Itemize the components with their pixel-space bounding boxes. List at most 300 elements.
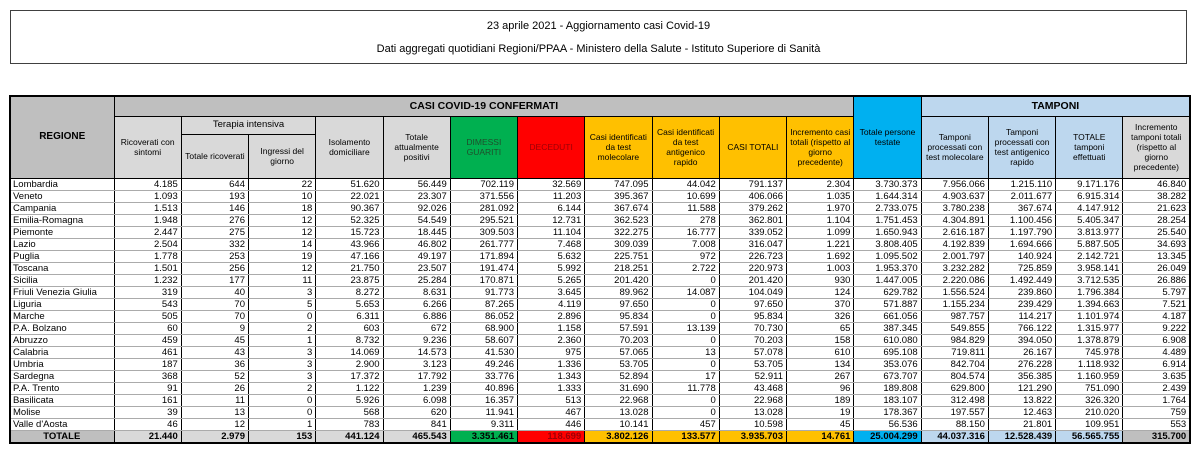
table-row xyxy=(10,406,1190,418)
value-cell-terapia_totale_ricoverati: 644 xyxy=(181,178,248,190)
total-row xyxy=(10,430,1190,443)
value-cell-incremento_tamponi_totali: 1.764 xyxy=(1123,394,1190,406)
value-cell-tamponi_test_molecolare: 629.800 xyxy=(921,382,988,394)
table-row xyxy=(10,418,1190,430)
value-cell-isolamento_domiciliare: 21.750 xyxy=(316,262,383,274)
value-cell-ricoverati_con_sintomi: 161 xyxy=(114,394,181,406)
region-label: Emilia-Romagna xyxy=(10,214,114,226)
value-cell-casi_test_molecolare: 22.968 xyxy=(585,394,652,406)
value-cell-incremento_casi_totali: 1.970 xyxy=(787,202,854,214)
value-cell-tamponi_test_antigenico: 12.528.439 xyxy=(988,430,1055,443)
value-cell-casi_test_antigenico: 16.777 xyxy=(652,226,719,238)
region-label: Veneto xyxy=(10,190,114,202)
value-cell-casi_test_molecolare: 322.275 xyxy=(585,226,652,238)
col-header-totale-attualmente-positivi: Totale attualmente positivi xyxy=(383,116,450,178)
value-cell-terapia_ingressi_del_giorno: 2 xyxy=(249,382,316,394)
value-cell-terapia_totale_ricoverati: 12 xyxy=(181,418,248,430)
value-cell-totale_persone_testate: 1.447.005 xyxy=(854,274,921,286)
value-cell-terapia_ingressi_del_giorno: 11 xyxy=(249,274,316,286)
value-cell-tamponi_test_molecolare: 984.829 xyxy=(921,334,988,346)
value-cell-terapia_totale_ricoverati: 13 xyxy=(181,406,248,418)
value-cell-deceduti: 2.896 xyxy=(518,310,585,322)
value-cell-casi_totali: 220.973 xyxy=(719,262,786,274)
value-cell-incremento_casi_totali: 134 xyxy=(787,358,854,370)
value-cell-dimessi_guariti: 702.119 xyxy=(450,178,517,190)
value-cell-totale_attualmente_positivi: 46.802 xyxy=(383,238,450,250)
value-cell-casi_totali: 201.420 xyxy=(719,274,786,286)
value-cell-incremento_casi_totali: 930 xyxy=(787,274,854,286)
table-row xyxy=(10,274,1190,286)
value-cell-terapia_totale_ricoverati: 9 xyxy=(181,322,248,334)
value-cell-totale_tamponi_effettuati: 3.712.535 xyxy=(1056,274,1123,286)
value-cell-casi_test_antigenico: 11.588 xyxy=(652,202,719,214)
region-label: Piemonte xyxy=(10,226,114,238)
value-cell-casi_test_molecolare: 747.095 xyxy=(585,178,652,190)
value-cell-ricoverati_con_sintomi: 1.093 xyxy=(114,190,181,202)
value-cell-totale_attualmente_positivi: 6.098 xyxy=(383,394,450,406)
col-header-tamponi-test-antigenico: Tamponi processati con test antigenico rapido xyxy=(988,116,1055,178)
value-cell-tamponi_test_antigenico: 239.860 xyxy=(988,286,1055,298)
table-row xyxy=(10,358,1190,370)
value-cell-totale_persone_testate: 1.751.453 xyxy=(854,214,921,226)
region-label: Toscana xyxy=(10,262,114,274)
table-row xyxy=(10,394,1190,406)
value-cell-casi_test_antigenico: 13 xyxy=(652,346,719,358)
value-cell-totale_tamponi_effettuati: 5.887.505 xyxy=(1056,238,1123,250)
value-cell-totale_persone_testate: 3.730.373 xyxy=(854,178,921,190)
value-cell-casi_test_molecolare: 52.894 xyxy=(585,370,652,382)
value-cell-incremento_tamponi_totali: 3.635 xyxy=(1123,370,1190,382)
value-cell-tamponi_test_molecolare: 88.150 xyxy=(921,418,988,430)
value-cell-casi_test_molecolare: 31.690 xyxy=(585,382,652,394)
value-cell-ricoverati_con_sintomi: 91 xyxy=(114,382,181,394)
value-cell-terapia_totale_ricoverati: 70 xyxy=(181,298,248,310)
value-cell-dimessi_guariti: 87.265 xyxy=(450,298,517,310)
value-cell-terapia_totale_ricoverati: 332 xyxy=(181,238,248,250)
value-cell-incremento_casi_totali: 1.099 xyxy=(787,226,854,238)
value-cell-casi_test_antigenico: 278 xyxy=(652,214,719,226)
table-row xyxy=(10,250,1190,262)
value-cell-totale_tamponi_effettuati: 2.142.721 xyxy=(1056,250,1123,262)
value-cell-terapia_totale_ricoverati: 177 xyxy=(181,274,248,286)
value-cell-terapia_ingressi_del_giorno: 3 xyxy=(249,370,316,382)
value-cell-incremento_tamponi_totali: 34.693 xyxy=(1123,238,1190,250)
value-cell-totale_persone_testate: 695.108 xyxy=(854,346,921,358)
value-cell-casi_totali: 226.723 xyxy=(719,250,786,262)
group-header-tamponi: TAMPONI xyxy=(921,96,1190,116)
value-cell-incremento_casi_totali: 158 xyxy=(787,334,854,346)
table-row xyxy=(10,370,1190,382)
value-cell-casi_totali: 379.262 xyxy=(719,202,786,214)
value-cell-terapia_totale_ricoverati: 11 xyxy=(181,394,248,406)
header-row xyxy=(10,96,1190,116)
value-cell-deceduti: 513 xyxy=(518,394,585,406)
value-cell-casi_test_antigenico: 13.139 xyxy=(652,322,719,334)
value-cell-isolamento_domiciliare: 441.124 xyxy=(316,430,383,443)
value-cell-totale_attualmente_positivi: 3.123 xyxy=(383,358,450,370)
value-cell-casi_test_molecolare: 367.674 xyxy=(585,202,652,214)
value-cell-totale_tamponi_effettuati: 4.147.912 xyxy=(1056,202,1123,214)
value-cell-incremento_casi_totali: 1.692 xyxy=(787,250,854,262)
value-cell-casi_test_antigenico: 2.722 xyxy=(652,262,719,274)
value-cell-totale_persone_testate: 353.076 xyxy=(854,358,921,370)
value-cell-casi_test_antigenico: 133.577 xyxy=(652,430,719,443)
value-cell-totale_persone_testate: 673.707 xyxy=(854,370,921,382)
value-cell-totale_tamponi_effettuati: 9.171.176 xyxy=(1056,178,1123,190)
value-cell-casi_test_molecolare: 10.141 xyxy=(585,418,652,430)
value-cell-casi_totali: 791.137 xyxy=(719,178,786,190)
value-cell-dimessi_guariti: 16.357 xyxy=(450,394,517,406)
value-cell-totale_tamponi_effettuati: 56.565.755 xyxy=(1056,430,1123,443)
col-header-casi-totali: CASI TOTALI xyxy=(719,116,786,178)
value-cell-incremento_tamponi_totali: 38.282 xyxy=(1123,190,1190,202)
value-cell-totale_persone_testate: 629.782 xyxy=(854,286,921,298)
value-cell-isolamento_domiciliare: 783 xyxy=(316,418,383,430)
region-label: P.A. Bolzano xyxy=(10,322,114,334)
value-cell-deceduti: 5.632 xyxy=(518,250,585,262)
value-cell-totale_attualmente_positivi: 841 xyxy=(383,418,450,430)
table-row xyxy=(10,214,1190,226)
col-header-tamponi-test-molecolare: Tamponi processati con test molecolare xyxy=(921,116,988,178)
value-cell-deceduti: 6.144 xyxy=(518,202,585,214)
value-cell-totale_attualmente_positivi: 23.307 xyxy=(383,190,450,202)
value-cell-ricoverati_con_sintomi: 459 xyxy=(114,334,181,346)
value-cell-isolamento_domiciliare: 5.926 xyxy=(316,394,383,406)
value-cell-isolamento_domiciliare: 43.966 xyxy=(316,238,383,250)
value-cell-terapia_totale_ricoverati: 26 xyxy=(181,382,248,394)
value-cell-casi_test_antigenico: 0 xyxy=(652,298,719,310)
value-cell-incremento_tamponi_totali: 28.254 xyxy=(1123,214,1190,226)
region-label: Sicilia xyxy=(10,274,114,286)
value-cell-dimessi_guariti: 9.311 xyxy=(450,418,517,430)
value-cell-casi_totali: 104.049 xyxy=(719,286,786,298)
value-cell-incremento_tamponi_totali: 6.908 xyxy=(1123,334,1190,346)
value-cell-terapia_ingressi_del_giorno: 10 xyxy=(249,190,316,202)
value-cell-isolamento_domiciliare: 1.122 xyxy=(316,382,383,394)
value-cell-ricoverati_con_sintomi: 1.948 xyxy=(114,214,181,226)
value-cell-casi_totali: 362.801 xyxy=(719,214,786,226)
value-cell-terapia_ingressi_del_giorno: 0 xyxy=(249,406,316,418)
value-cell-totale_attualmente_positivi: 6.266 xyxy=(383,298,450,310)
value-cell-ricoverati_con_sintomi: 60 xyxy=(114,322,181,334)
value-cell-totale_attualmente_positivi: 14.573 xyxy=(383,346,450,358)
value-cell-casi_test_molecolare: 95.834 xyxy=(585,310,652,322)
value-cell-totale_tamponi_effettuati: 326.320 xyxy=(1056,394,1123,406)
value-cell-dimessi_guariti: 49.246 xyxy=(450,358,517,370)
value-cell-tamponi_test_molecolare: 2.001.797 xyxy=(921,250,988,262)
region-label: Marche xyxy=(10,310,114,322)
value-cell-isolamento_domiciliare: 5.653 xyxy=(316,298,383,310)
value-cell-isolamento_domiciliare: 47.166 xyxy=(316,250,383,262)
value-cell-deceduti: 11.203 xyxy=(518,190,585,202)
value-cell-incremento_tamponi_totali: 7.521 xyxy=(1123,298,1190,310)
value-cell-casi_test_molecolare: 57.065 xyxy=(585,346,652,358)
table-row xyxy=(10,334,1190,346)
value-cell-terapia_ingressi_del_giorno: 18 xyxy=(249,202,316,214)
value-cell-terapia_ingressi_del_giorno: 153 xyxy=(249,430,316,443)
value-cell-casi_test_antigenico: 0 xyxy=(652,274,719,286)
value-cell-casi_test_antigenico: 7.008 xyxy=(652,238,719,250)
value-cell-tamponi_test_antigenico: 121.290 xyxy=(988,382,1055,394)
value-cell-tamponi_test_molecolare: 3.780.238 xyxy=(921,202,988,214)
value-cell-totale_persone_testate: 3.808.405 xyxy=(854,238,921,250)
value-cell-terapia_ingressi_del_giorno: 5 xyxy=(249,298,316,310)
region-label: P.A. Trento xyxy=(10,382,114,394)
value-cell-dimessi_guariti: 86.052 xyxy=(450,310,517,322)
value-cell-casi_totali: 10.598 xyxy=(719,418,786,430)
value-cell-incremento_casi_totali: 1.003 xyxy=(787,262,854,274)
value-cell-casi_test_molecolare: 218.251 xyxy=(585,262,652,274)
col-header-isolamento-domiciliare: Isolamento domiciliare xyxy=(316,116,383,178)
value-cell-totale_attualmente_positivi: 672 xyxy=(383,322,450,334)
value-cell-deceduti: 1.336 xyxy=(518,358,585,370)
value-cell-terapia_totale_ricoverati: 193 xyxy=(181,190,248,202)
value-cell-totale_attualmente_positivi: 25.284 xyxy=(383,274,450,286)
value-cell-totale_attualmente_positivi: 8.631 xyxy=(383,286,450,298)
table-row xyxy=(10,346,1190,358)
value-cell-terapia_totale_ricoverati: 45 xyxy=(181,334,248,346)
value-cell-totale_persone_testate: 1.095.502 xyxy=(854,250,921,262)
value-cell-casi_test_antigenico: 44.042 xyxy=(652,178,719,190)
value-cell-tamponi_test_molecolare: 549.855 xyxy=(921,322,988,334)
value-cell-casi_test_molecolare: 89.962 xyxy=(585,286,652,298)
value-cell-incremento_casi_totali: 14.761 xyxy=(787,430,854,443)
value-cell-tamponi_test_antigenico: 26.167 xyxy=(988,346,1055,358)
col-header-totale-tamponi-effettuati: TOTALE tamponi effettuati xyxy=(1056,116,1123,178)
value-cell-totale_attualmente_positivi: 620 xyxy=(383,406,450,418)
value-cell-totale_tamponi_effettuati: 6.915.314 xyxy=(1056,190,1123,202)
value-cell-dimessi_guariti: 309.503 xyxy=(450,226,517,238)
col-header-terapia-totale-ricoverati: Totale ricoverati xyxy=(181,134,248,178)
value-cell-dimessi_guariti: 170.871 xyxy=(450,274,517,286)
value-cell-casi_test_molecolare: 97.650 xyxy=(585,298,652,310)
value-cell-isolamento_domiciliare: 568 xyxy=(316,406,383,418)
value-cell-dimessi_guariti: 171.894 xyxy=(450,250,517,262)
region-label: Calabria xyxy=(10,346,114,358)
value-cell-ricoverati_con_sintomi: 39 xyxy=(114,406,181,418)
value-cell-incremento_tamponi_totali: 6.914 xyxy=(1123,358,1190,370)
group-header-terapia-intensiva: Terapia intensiva xyxy=(181,116,316,134)
value-cell-totale_persone_testate: 571.887 xyxy=(854,298,921,310)
value-cell-terapia_ingressi_del_giorno: 0 xyxy=(249,394,316,406)
region-label: Puglia xyxy=(10,250,114,262)
value-cell-ricoverati_con_sintomi: 21.440 xyxy=(114,430,181,443)
value-cell-casi_totali: 52.911 xyxy=(719,370,786,382)
value-cell-totale_tamponi_effettuati: 1.118.932 xyxy=(1056,358,1123,370)
value-cell-ricoverati_con_sintomi: 1.513 xyxy=(114,202,181,214)
value-cell-ricoverati_con_sintomi: 368 xyxy=(114,370,181,382)
value-cell-casi_totali: 70.203 xyxy=(719,334,786,346)
value-cell-tamponi_test_antigenico: 356.385 xyxy=(988,370,1055,382)
value-cell-incremento_tamponi_totali: 553 xyxy=(1123,418,1190,430)
value-cell-casi_totali: 70.730 xyxy=(719,322,786,334)
value-cell-tamponi_test_antigenico: 1.215.110 xyxy=(988,178,1055,190)
value-cell-isolamento_domiciliare: 8.732 xyxy=(316,334,383,346)
value-cell-deceduti: 2.360 xyxy=(518,334,585,346)
value-cell-casi_totali: 406.066 xyxy=(719,190,786,202)
group-header-casi-confermati: CASI COVID-19 CONFERMATI xyxy=(114,96,854,116)
value-cell-isolamento_domiciliare: 23.875 xyxy=(316,274,383,286)
table-row xyxy=(10,178,1190,190)
table-row xyxy=(10,382,1190,394)
value-cell-ricoverati_con_sintomi: 4.185 xyxy=(114,178,181,190)
table-row xyxy=(10,286,1190,298)
value-cell-totale_attualmente_positivi: 465.543 xyxy=(383,430,450,443)
value-cell-tamponi_test_antigenico: 21.801 xyxy=(988,418,1055,430)
value-cell-dimessi_guariti: 11.941 xyxy=(450,406,517,418)
value-cell-isolamento_domiciliare: 603 xyxy=(316,322,383,334)
table-row xyxy=(10,322,1190,334)
value-cell-isolamento_domiciliare: 6.311 xyxy=(316,310,383,322)
value-cell-incremento_tamponi_totali: 46.840 xyxy=(1123,178,1190,190)
value-cell-tamponi_test_antigenico: 766.122 xyxy=(988,322,1055,334)
value-cell-ricoverati_con_sintomi: 1.778 xyxy=(114,250,181,262)
value-cell-tamponi_test_antigenico: 13.822 xyxy=(988,394,1055,406)
value-cell-incremento_casi_totali: 96 xyxy=(787,382,854,394)
value-cell-casi_test_antigenico: 0 xyxy=(652,334,719,346)
covid-table-head xyxy=(10,96,1190,178)
value-cell-casi_test_molecolare: 225.751 xyxy=(585,250,652,262)
value-cell-incremento_tamponi_totali: 25.540 xyxy=(1123,226,1190,238)
value-cell-deceduti: 5.265 xyxy=(518,274,585,286)
value-cell-isolamento_domiciliare: 8.272 xyxy=(316,286,383,298)
value-cell-casi_test_molecolare: 13.028 xyxy=(585,406,652,418)
value-cell-totale_attualmente_positivi: 9.236 xyxy=(383,334,450,346)
value-cell-ricoverati_con_sintomi: 505 xyxy=(114,310,181,322)
value-cell-ricoverati_con_sintomi: 2.447 xyxy=(114,226,181,238)
value-cell-deceduti: 1.158 xyxy=(518,322,585,334)
value-cell-totale_tamponi_effettuati: 3.813.977 xyxy=(1056,226,1123,238)
value-cell-incremento_casi_totali: 189 xyxy=(787,394,854,406)
region-label: Molise xyxy=(10,406,114,418)
value-cell-totale_persone_testate: 183.107 xyxy=(854,394,921,406)
value-cell-deceduti: 467 xyxy=(518,406,585,418)
col-header-totale-persone-testate: Totale persone testate xyxy=(854,96,921,178)
value-cell-ricoverati_con_sintomi: 46 xyxy=(114,418,181,430)
value-cell-tamponi_test_molecolare: 3.232.282 xyxy=(921,262,988,274)
region-label: Umbria xyxy=(10,358,114,370)
value-cell-deceduti: 446 xyxy=(518,418,585,430)
value-cell-totale_tamponi_effettuati: 5.405.347 xyxy=(1056,214,1123,226)
value-cell-casi_test_molecolare: 70.203 xyxy=(585,334,652,346)
value-cell-totale_tamponi_effettuati: 109.951 xyxy=(1056,418,1123,430)
value-cell-totale_tamponi_effettuati: 3.958.141 xyxy=(1056,262,1123,274)
region-label: Lazio xyxy=(10,238,114,250)
value-cell-tamponi_test_antigenico: 2.011.677 xyxy=(988,190,1055,202)
value-cell-incremento_tamponi_totali: 4.489 xyxy=(1123,346,1190,358)
value-cell-deceduti: 11.104 xyxy=(518,226,585,238)
col-header-incremento-casi-totali: Incremento casi totali (rispetto al giorno precedente) xyxy=(787,116,854,178)
value-cell-casi_totali: 53.705 xyxy=(719,358,786,370)
value-cell-casi_totali: 57.078 xyxy=(719,346,786,358)
value-cell-terapia_totale_ricoverati: 52 xyxy=(181,370,248,382)
value-cell-deceduti: 4.119 xyxy=(518,298,585,310)
value-cell-incremento_casi_totali: 45 xyxy=(787,418,854,430)
value-cell-terapia_totale_ricoverati: 146 xyxy=(181,202,248,214)
value-cell-deceduti: 12.731 xyxy=(518,214,585,226)
value-cell-tamponi_test_antigenico: 12.463 xyxy=(988,406,1055,418)
value-cell-ricoverati_con_sintomi: 461 xyxy=(114,346,181,358)
value-cell-totale_attualmente_positivi: 6.886 xyxy=(383,310,450,322)
value-cell-terapia_totale_ricoverati: 275 xyxy=(181,226,248,238)
value-cell-tamponi_test_molecolare: 2.616.187 xyxy=(921,226,988,238)
value-cell-tamponi_test_antigenico: 239.429 xyxy=(988,298,1055,310)
value-cell-casi_test_antigenico: 17 xyxy=(652,370,719,382)
value-cell-terapia_totale_ricoverati: 36 xyxy=(181,358,248,370)
value-cell-casi_totali: 13.028 xyxy=(719,406,786,418)
value-cell-casi_test_molecolare: 57.591 xyxy=(585,322,652,334)
table-row xyxy=(10,190,1190,202)
value-cell-deceduti: 1.333 xyxy=(518,382,585,394)
region-label: Liguria xyxy=(10,298,114,310)
value-cell-ricoverati_con_sintomi: 1.232 xyxy=(114,274,181,286)
value-cell-totale_attualmente_positivi: 54.549 xyxy=(383,214,450,226)
region-label: Valle d'Aosta xyxy=(10,418,114,430)
value-cell-incremento_casi_totali: 326 xyxy=(787,310,854,322)
value-cell-casi_test_molecolare: 362.523 xyxy=(585,214,652,226)
value-cell-casi_test_molecolare: 309.039 xyxy=(585,238,652,250)
value-cell-deceduti: 5.992 xyxy=(518,262,585,274)
table-row xyxy=(10,238,1190,250)
region-label: Friuli Venezia Giulia xyxy=(10,286,114,298)
value-cell-totale_attualmente_positivi: 1.239 xyxy=(383,382,450,394)
value-cell-totale_attualmente_positivi: 17.792 xyxy=(383,370,450,382)
value-cell-terapia_ingressi_del_giorno: 12 xyxy=(249,214,316,226)
value-cell-dimessi_guariti: 91.773 xyxy=(450,286,517,298)
value-cell-terapia_ingressi_del_giorno: 3 xyxy=(249,286,316,298)
value-cell-casi_test_antigenico: 0 xyxy=(652,406,719,418)
value-cell-deceduti: 7.468 xyxy=(518,238,585,250)
value-cell-dimessi_guariti: 295.521 xyxy=(450,214,517,226)
value-cell-isolamento_domiciliare: 14.069 xyxy=(316,346,383,358)
value-cell-ricoverati_con_sintomi: 1.501 xyxy=(114,262,181,274)
value-cell-tamponi_test_molecolare: 4.903.637 xyxy=(921,190,988,202)
region-label: Basilicata xyxy=(10,394,114,406)
value-cell-terapia_totale_ricoverati: 276 xyxy=(181,214,248,226)
col-header-deceduti: DECEDUTI xyxy=(518,116,585,178)
value-cell-tamponi_test_molecolare: 987.757 xyxy=(921,310,988,322)
value-cell-terapia_ingressi_del_giorno: 19 xyxy=(249,250,316,262)
col-header-ricoverati-con-sintomi: Ricoverati con sintomi xyxy=(114,116,181,178)
value-cell-casi_test_antigenico: 10.699 xyxy=(652,190,719,202)
value-cell-tamponi_test_molecolare: 4.304.891 xyxy=(921,214,988,226)
value-cell-tamponi_test_molecolare: 1.155.234 xyxy=(921,298,988,310)
table-row xyxy=(10,226,1190,238)
value-cell-incremento_casi_totali: 610 xyxy=(787,346,854,358)
value-cell-deceduti: 118.699 xyxy=(518,430,585,443)
region-column-header: REGIONE xyxy=(10,96,114,178)
value-cell-deceduti: 975 xyxy=(518,346,585,358)
value-cell-totale_attualmente_positivi: 49.197 xyxy=(383,250,450,262)
report-subtitle: Dati aggregati quotidiani Regioni/PPAA - Ministero della Salute - Istituto Superiore di Sanità xyxy=(376,43,821,55)
value-cell-tamponi_test_antigenico: 1.100.456 xyxy=(988,214,1055,226)
value-cell-tamponi_test_molecolare: 7.956.066 xyxy=(921,178,988,190)
value-cell-terapia_ingressi_del_giorno: 1 xyxy=(249,418,316,430)
value-cell-isolamento_domiciliare: 52.325 xyxy=(316,214,383,226)
value-cell-totale_tamponi_effettuati: 1.394.663 xyxy=(1056,298,1123,310)
value-cell-totale_persone_testate: 1.650.943 xyxy=(854,226,921,238)
value-cell-casi_totali: 95.834 xyxy=(719,310,786,322)
value-cell-incremento_casi_totali: 19 xyxy=(787,406,854,418)
value-cell-tamponi_test_antigenico: 394.050 xyxy=(988,334,1055,346)
value-cell-dimessi_guariti: 371.556 xyxy=(450,190,517,202)
value-cell-tamponi_test_antigenico: 1.492.449 xyxy=(988,274,1055,286)
table-row xyxy=(10,202,1190,214)
value-cell-dimessi_guariti: 261.777 xyxy=(450,238,517,250)
value-cell-terapia_totale_ricoverati: 40 xyxy=(181,286,248,298)
region-label: Sardegna xyxy=(10,370,114,382)
value-cell-isolamento_domiciliare: 51.620 xyxy=(316,178,383,190)
